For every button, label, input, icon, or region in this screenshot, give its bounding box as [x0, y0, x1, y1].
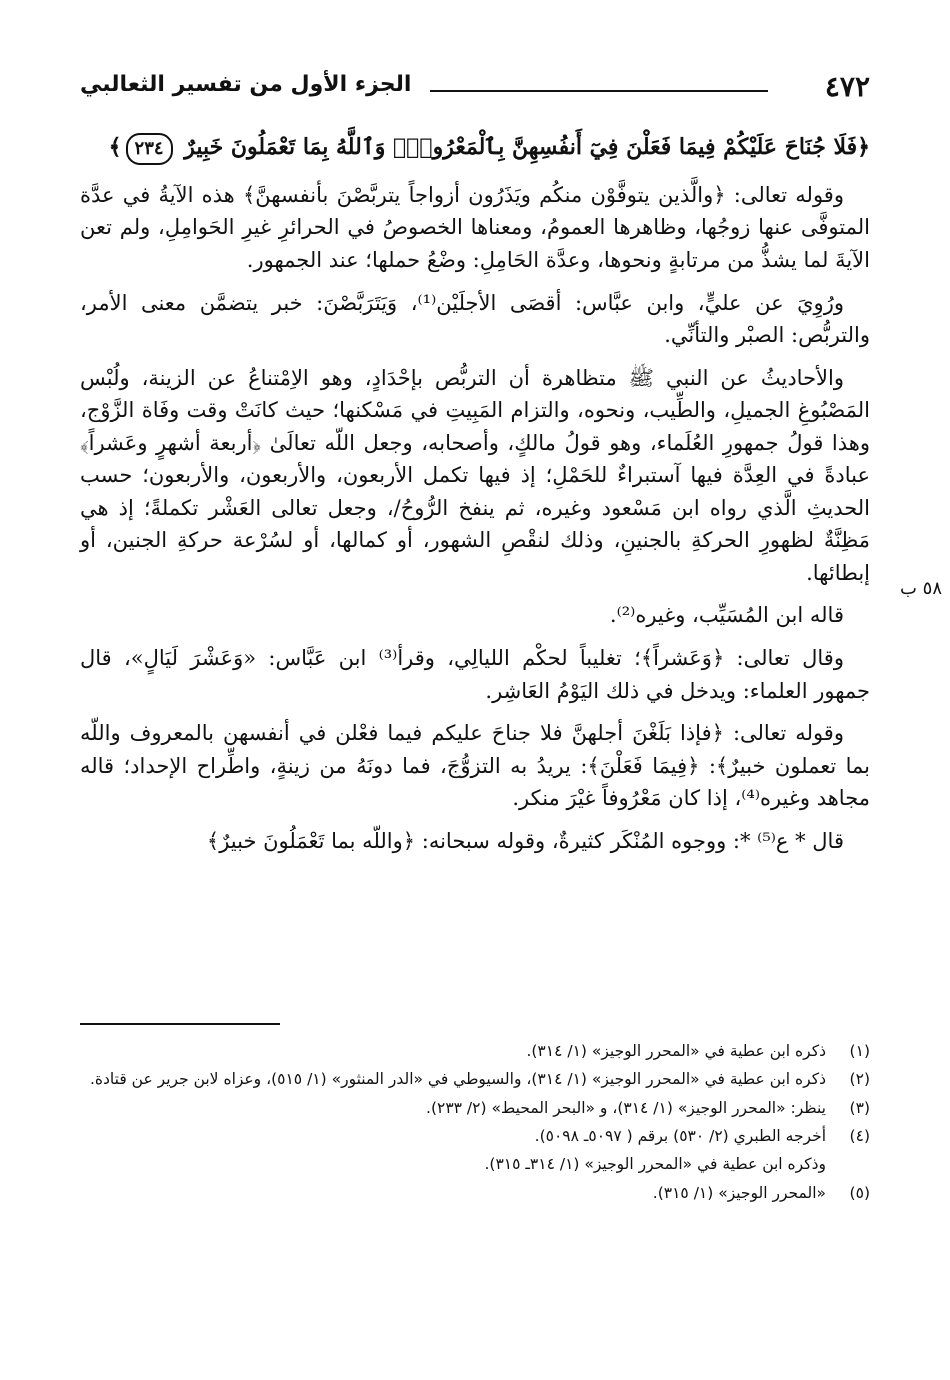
- footnote-separator: [80, 1023, 280, 1025]
- paragraph: وقال تعالى: ﴿وَعَشراً﴾؛ تغليباً لحكْم الليالِي، وقرأ⁽³⁾ ابن عَبَّاس: «وَعَشْرَ لَيَالٍ»، قال جمهور العلماء: ويدخل في ذلك اليَوْمُ العَاشِر.: [80, 646, 870, 703]
- footnote-text: ذكره ابن عطية في «المحرر الوجيز» (١/ ٣١٤).: [526, 1042, 826, 1060]
- footnote-number: (٥): [849, 1183, 870, 1202]
- paragraph: قال * ع⁽⁵⁾ *: ووجوه المُنْكَر كثيرةٌ، وقوله سبحانه: ﴿واللّه بما تَعْمَلُونَ خبيرٌ﴾: [206, 828, 844, 853]
- footnotes: [80, 1038, 870, 1208]
- page-header: [80, 70, 870, 110]
- footnote: [80, 1066, 870, 1092]
- footnote: [80, 1123, 870, 1149]
- header-rule: [430, 90, 768, 92]
- footnote-text: وذكره ابن عطية في «المحرر الوجيز» (١/ ٣١٤ـ ٣١٥).: [484, 1155, 826, 1174]
- footnote-number: [826, 1151, 870, 1177]
- paragraph: ورُوِيَ عن عليٍّ، وابن عبَّاس: أقصَى الأجلَيْن⁽¹⁾، وَيَتَرَبَّصْنَ: خبر يتضمَّن معنى الأمر، والتربُّص: الصبْر والتأنِّي.: [80, 290, 870, 348]
- footnote-number: (٣): [849, 1098, 870, 1117]
- footnote-number: (٤): [849, 1127, 870, 1146]
- page-number: ٤٧٢: [824, 70, 870, 103]
- verse-number: ٢٣٤: [126, 133, 173, 165]
- paragraph: وقوله تعالى: ﴿والَّذين يتوفَّوْن منكُم ويَذَرُون أزواجاً يتربَّصْنَ بأنفسهنَّ﴾ هذه الآيةُ في عدَّة المتوفَّى عنها زوجُها، وظاهرها العمومُ، ومعناها الخصوصُ في الحرائرِ غيرِ الحَوامِلِ، ولم تعن الآيةَ لما يشذُّ من مرتابةٍ ونحوها، وعدَّة الحَامِلِ: وضْعُ حملها؛ عند الجمهور.: [80, 182, 870, 272]
- running-title: الجزء الأول من تفسير الثعالبي: [80, 72, 412, 97]
- body-text: [80, 130, 870, 867]
- paragraph: قاله ابن المُسَيِّب، وغيره⁽²⁾.: [609, 603, 844, 628]
- footnote-number: (٢): [849, 1070, 870, 1089]
- footnote: [80, 1038, 870, 1064]
- footnote: [80, 1180, 870, 1206]
- paragraph: وقوله تعالى: ﴿فإذا بَلَغْنَ أجلهنَّ فلا جناحَ عليكم فيما فعْلن في أنفسهن بالمعروف واللّه بما تعملون خبيرٌ﴾: ﴿فِيمَا فَعَلْنَ﴾: يريدُ به التزوُّجَ، فما دونَهُ من زينةٍ، واطِّراح الإحداد؛ قاله مجاهد وغيره⁽⁴⁾، إذا كان مَعْرُوفاً غيْرَ منكر.: [80, 721, 870, 811]
- footnote-text: ينظر: «المحرر الوجيز» (١/ ٣١٤)، و «البحر المحيط» (٢/ ٢٣٣).: [426, 1098, 826, 1117]
- manuscript-margin-note: ٥٨ ب: [899, 578, 942, 599]
- footnote-text: أخرجه الطبري (٢/ ٥٣٠) برقم ( ٥٠٩٧ـ ٥٠٩٨).: [534, 1127, 826, 1146]
- footnote: [80, 1151, 870, 1177]
- footnote-number: (١): [849, 1042, 870, 1060]
- footnote-text: ذكره ابن عطية في «المحرر الوجيز» (١/ ٣١٤)، والسيوطي في «الدر المنثور» (١/ ٥١٥)، وعزاه لابن جرير عن قتادة.: [89, 1070, 826, 1089]
- quran-verse: ﴿فَلَا جُنَاحَ عَلَيْكُمْ فِيمَا فَعَلْنَ فِيٓ أَنفُسِهِنَّ بِٱلْمَعْرُوفِۗ وَٱللَّهُ بِمَا تَعْمَلُونَ خَبِيرٌ ٢٣٤﴾: [80, 130, 870, 165]
- paragraph: والأحاديثُ عن النبي ﷺ متظاهرة أن التربُّص بإحْدَادٍ، وهو الاِمْتناعُ عن الزينة، ولُبْس المَصْبُوغِ الجميلِ، والطِّيب، ونحوه، والتزام المَبِيتِ في مَسْكنها؛ حيث كانَتْ وقت وفَاة الزَّوْج، وهذا قولُ جمهورِ العُلَماء، وهو قولُ مالكٍ، وأصحابه، وجعل اللّه تعالَىٰ ﴿أربعة أشهرٍ وعَشراً﴾ عبادةً في العِدَّة فيها آستبراءٌ للحَمْلِ؛ إذ فيها تكمل الأربعون، والأربعون، والأربعون؛ حسب الحديثِ الَّذي رواه ابن مَسْعود وغيره، ثم ينفخ الرُّوحُ/، وجعل تعالى العَشْر تكملةً؛ إذ هي مَظِنَّةٌ لظهورِ الحركةِ بالجنينِ، وذلك لنقْصِ الشهور، أو كمالها، أو لسُرْعة حركةِ الجنين، أو إبطائها.: [80, 365, 870, 585]
- verse-text: فَلَا جُنَاحَ عَلَيْكُمْ فِيمَا فَعَلْنَ فِيٓ أَنفُسِهِنَّ بِٱلْمَعْرُوفِۗ وَٱللَّهُ بِمَا تَعْمَلُونَ خَبِيرٌ: [184, 134, 858, 160]
- footnote: [80, 1095, 870, 1121]
- footnote-text: «المحرر الوجيز» (١/ ٣١٥).: [652, 1183, 826, 1202]
